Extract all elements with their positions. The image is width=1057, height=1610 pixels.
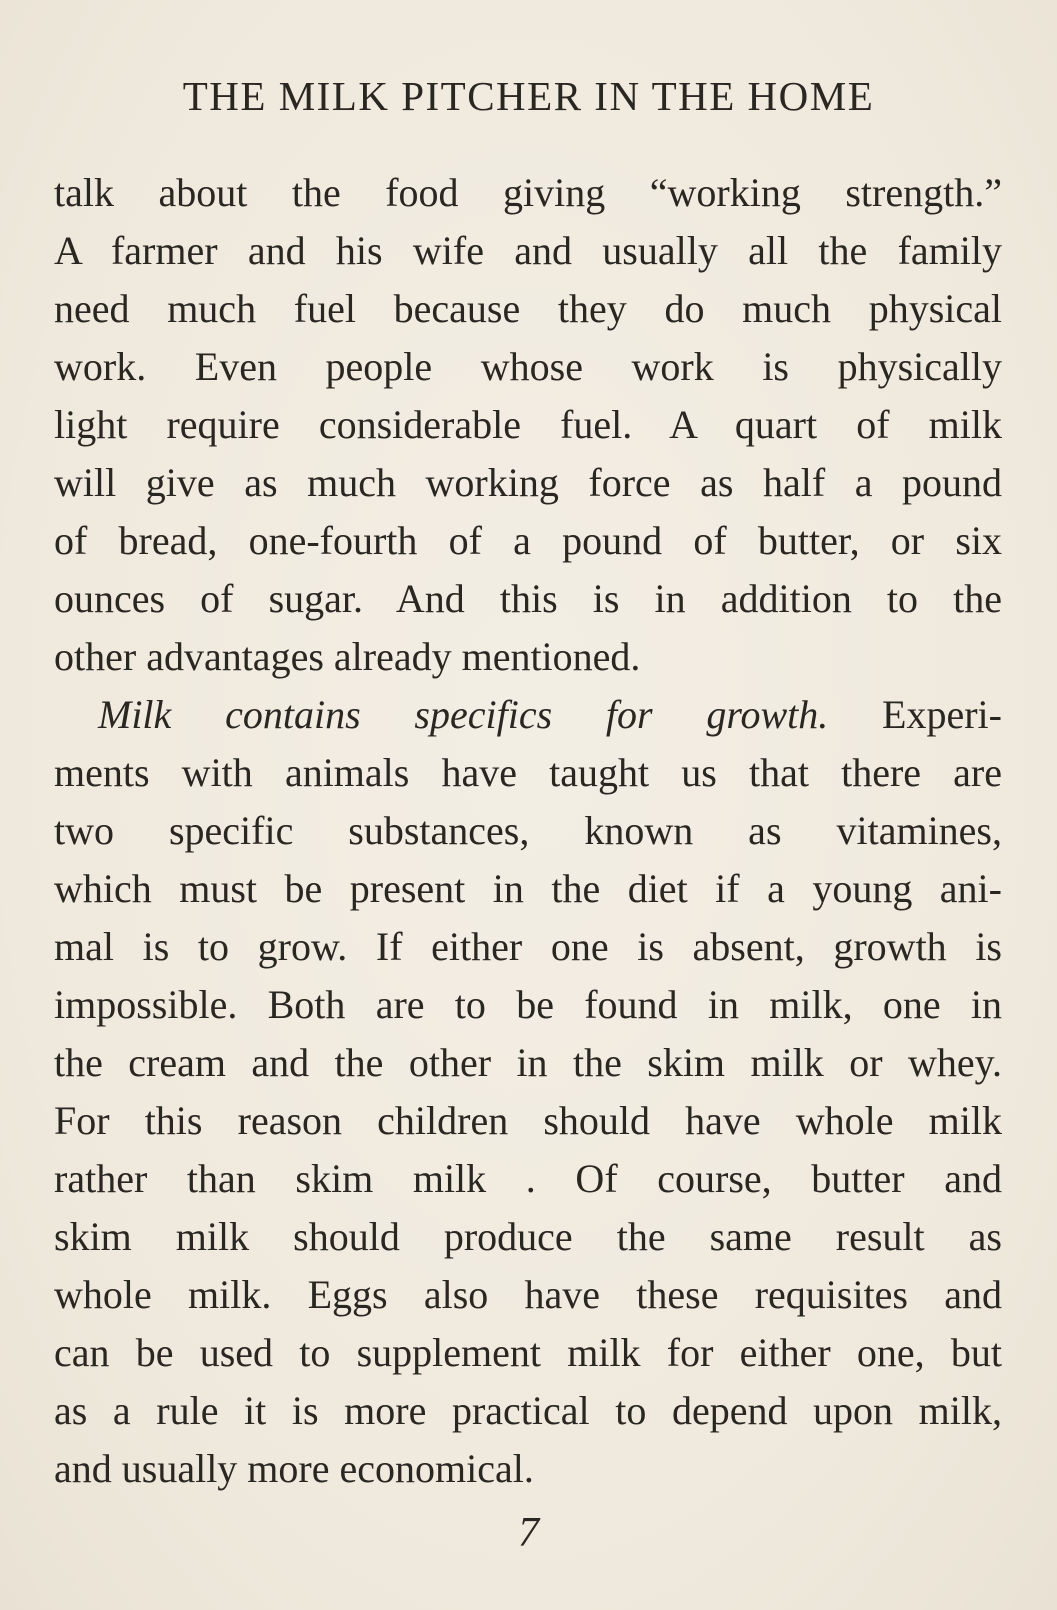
text-line: A farmer and his wife and usually all the family [54, 228, 1002, 273]
page-number: 7 [518, 1510, 539, 1556]
body-text [54, 164, 1002, 1498]
text-line: For this reason children should have whole milk [54, 1098, 1002, 1143]
text-line: mal is to grow. If either one is absent, growth is [54, 924, 1002, 969]
text-line: other advantages already mentioned. [54, 634, 641, 679]
italic-lead: Milk contains specifics for growth. [98, 692, 829, 737]
paragraph-first-line [54, 686, 1002, 744]
text-line: will give as much working force as half a pound [54, 460, 1002, 505]
text-line: ounces of sugar. And this is in addition to the [54, 576, 1002, 621]
text-line: whole milk. Eggs also have these requisites and [54, 1272, 1002, 1317]
running-head: THE MILK PITCHER IN THE HOME [182, 73, 875, 119]
text-line: light require considerable fuel. A quart of milk [54, 402, 1002, 447]
first-line-rest: Experi- [882, 692, 1002, 737]
text-line: of bread, one-fourth of a pound of butter, or six [54, 518, 1002, 563]
text-line: work. Even people whose work is physically [54, 344, 1002, 389]
text-line: and usually more economical. [54, 1446, 534, 1491]
text-line: two specific substances, known as vitamines, [54, 808, 1002, 853]
text-line: which must be present in the diet if a young ani- [54, 866, 1002, 911]
text-line: talk about the food giving “working strength.” [54, 170, 1002, 215]
text-line: skim milk should produce the same result as [54, 1214, 1002, 1259]
text-line: the cream and the other in the skim milk or whey. [54, 1040, 1002, 1085]
text-line: can be used to supplement milk for either one, but [54, 1330, 1002, 1375]
text-line: as a rule it is more practical to depend upon milk, [54, 1388, 1002, 1433]
text-line: rather than skim milk . Of course, butter and [54, 1156, 1002, 1201]
text-line: impossible. Both are to be found in milk, one in [54, 982, 1002, 1027]
text-line: ments with animals have taught us that there are [54, 750, 1002, 795]
text-line: need much fuel because they do much physical [54, 286, 1002, 331]
